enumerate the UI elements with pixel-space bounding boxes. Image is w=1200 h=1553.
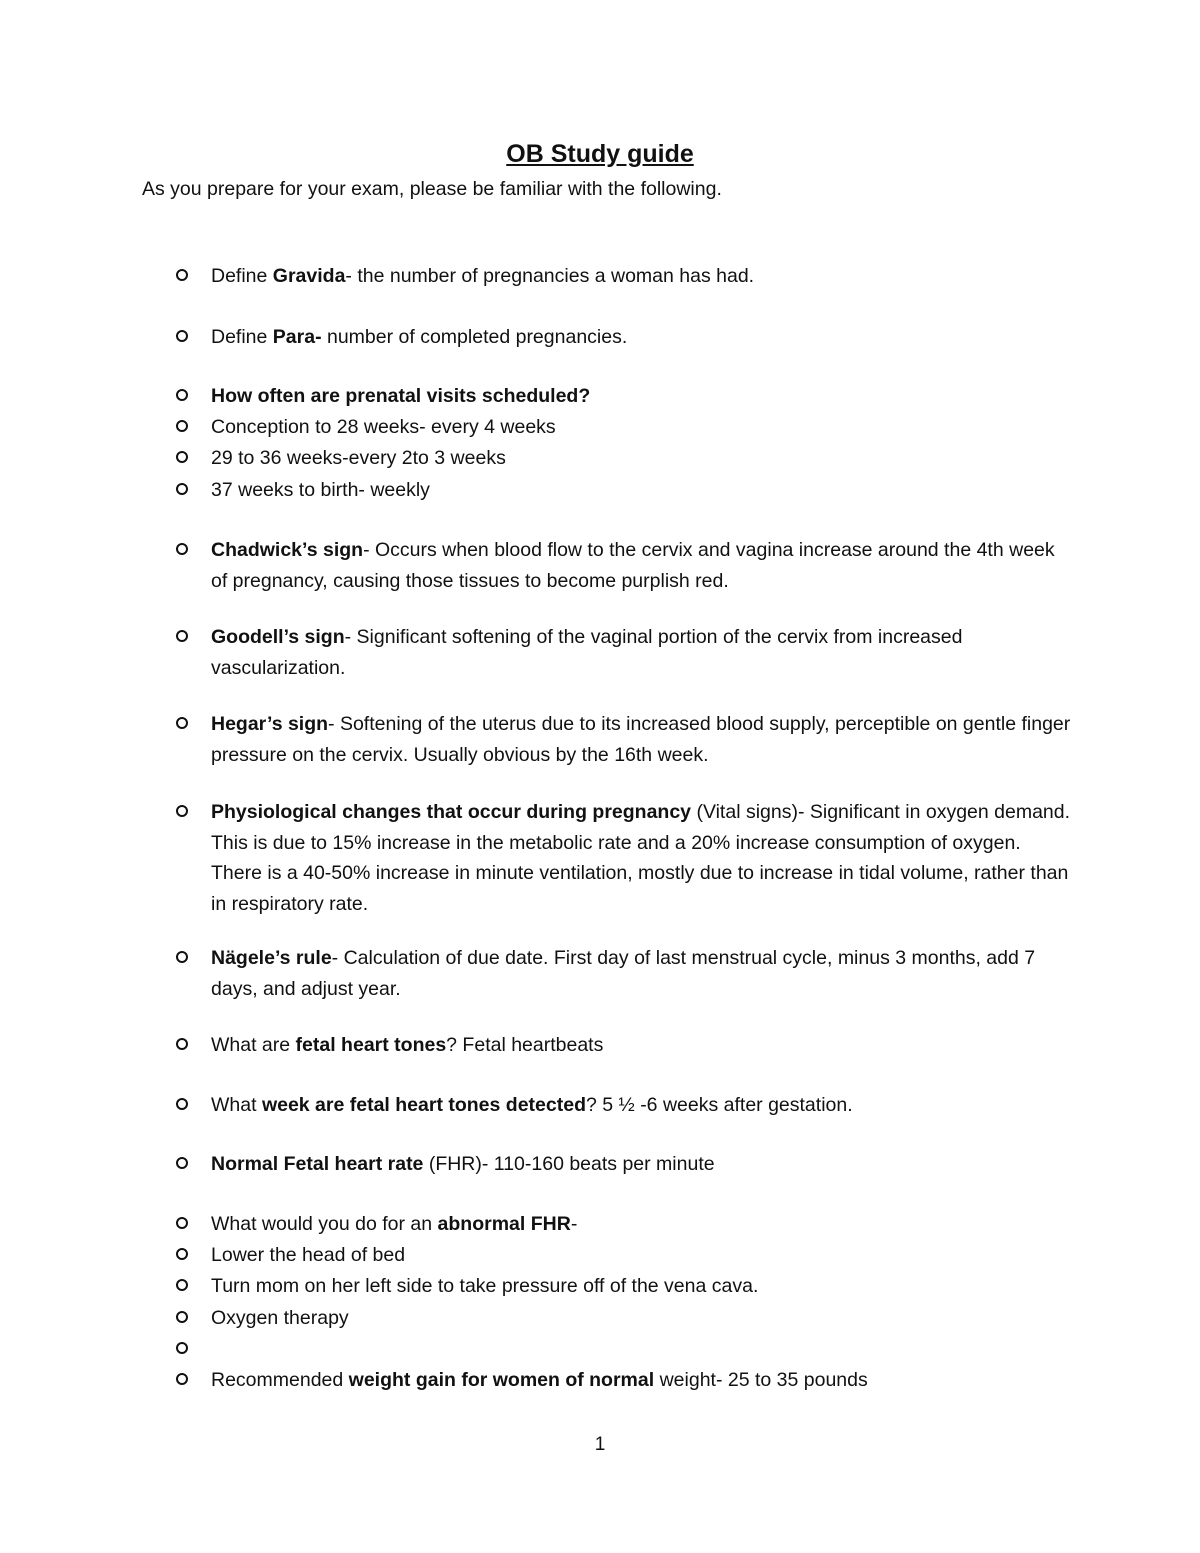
- circle-bullet-icon: [176, 389, 188, 401]
- circle-bullet-icon: [176, 543, 188, 555]
- list-item-text: [211, 943, 1071, 1004]
- circle-bullet-icon: [176, 1157, 188, 1169]
- list-item-text: [211, 381, 1071, 412]
- circle-bullet-icon: [176, 1248, 188, 1260]
- circle-bullet-icon: [176, 1342, 188, 1354]
- list-item-text: [211, 1303, 1071, 1334]
- list-item-text: [211, 1271, 1071, 1302]
- text-run: ? 5 ½ -6 weeks after gestation.: [585, 1094, 853, 1116]
- circle-bullet-icon: [176, 1038, 188, 1050]
- circle-bullet-icon: [176, 1279, 188, 1291]
- circle-bullet-icon: [176, 951, 188, 963]
- text-run: Define: [211, 326, 273, 348]
- bold-term: Hegar’s sign: [211, 713, 329, 735]
- list-item-text: [211, 709, 1071, 770]
- text-run: Turn mom on her left side to take pressure off of the vena cava.: [211, 1275, 759, 1297]
- circle-bullet-icon: [176, 420, 188, 432]
- circle-bullet-icon: [176, 717, 188, 729]
- text-run: - Occurs when blood flow to the cervix and vagina increase around the 4th week of pregnancy, causing those tissues to become purplish red.: [211, 539, 1055, 592]
- list-item-text: [211, 261, 1071, 292]
- document-title: OB Study guide: [506, 140, 694, 168]
- text-run: Recommended: [211, 1369, 349, 1391]
- text-run: (FHR)- 110-160 beats per minute: [423, 1153, 715, 1175]
- text-run: - Calculation of due date. First day of last menstrual cycle, minus 3 months, add 7 days, and adjust year.: [211, 947, 1036, 1000]
- text-run: What: [211, 1094, 262, 1116]
- list-item-text: [211, 535, 1071, 596]
- list-item-text: [211, 1149, 1071, 1180]
- bold-term: Gravida: [272, 265, 346, 287]
- bold-term: abnormal FHR: [437, 1213, 571, 1235]
- list-item-text: [211, 1090, 1071, 1121]
- list-item-text: [211, 322, 1071, 353]
- text-run: -: [570, 1213, 578, 1235]
- bold-term: Goodell’s sign: [211, 626, 345, 648]
- circle-bullet-icon: [176, 805, 188, 817]
- text-run: Define: [211, 265, 273, 287]
- bold-term: fetal heart tones: [295, 1034, 447, 1056]
- bold-term: weight gain for women of normal: [348, 1369, 655, 1391]
- circle-bullet-icon: [176, 451, 188, 463]
- bold-term: Chadwick’s sign: [211, 539, 364, 561]
- text-run: What would you do for an: [211, 1213, 438, 1235]
- text-run: ? Fetal heartbeats: [446, 1034, 604, 1056]
- circle-bullet-icon: [176, 1373, 188, 1385]
- page-number: 1: [594, 1434, 606, 1455]
- list-item-text: [211, 797, 1071, 919]
- bold-term: week are fetal heart tones detected: [261, 1094, 586, 1116]
- list-item-text: [211, 622, 1071, 683]
- text-run: 29 to 36 weeks-every 2to 3 weeks: [211, 447, 506, 469]
- text-run: Conception to 28 weeks- every 4 weeks: [211, 416, 556, 438]
- bold-term: Nägele’s rule: [211, 947, 332, 969]
- text-run: Lower the head of bed: [211, 1244, 406, 1266]
- list-item-text: [211, 1240, 1071, 1271]
- circle-bullet-icon: [176, 630, 188, 642]
- text-run: Oxygen therapy: [211, 1307, 349, 1329]
- bold-term: How often are prenatal visits scheduled?: [211, 385, 591, 407]
- bold-term: Para-: [272, 326, 322, 348]
- text-run: weight- 25 to 35 pounds: [654, 1369, 868, 1391]
- list-item-text: [211, 1209, 1071, 1240]
- text-run: - Softening of the uterus due to its increased blood supply, perceptible on gentle finger pressure on the cervix. Usually obvious by the 16th week.: [211, 713, 1071, 766]
- circle-bullet-icon: [176, 483, 188, 495]
- list-item-text: [211, 443, 1071, 474]
- list-item-text: [211, 1365, 1071, 1396]
- text-run: - the number of pregnancies a woman has had.: [345, 265, 755, 287]
- bold-term: Normal Fetal heart rate: [211, 1153, 424, 1175]
- text-run: 37 weeks to birth- weekly: [211, 479, 430, 501]
- list-item-text: [211, 475, 1071, 506]
- circle-bullet-icon: [176, 269, 188, 281]
- circle-bullet-icon: [176, 1217, 188, 1229]
- circle-bullet-icon: [176, 330, 188, 342]
- text-run: number of completed pregnancies.: [321, 326, 628, 348]
- intro-text: As you prepare for your exam, please be familiar with the following.: [142, 178, 722, 200]
- text-run: - Significant softening of the vaginal portion of the cervix from increased vascularization.: [211, 626, 963, 679]
- text-run: (Vital signs)- Significant in oxygen demand. This is due to 15% increase in the metabolic rate and a 20% increase consumption of oxygen. There is a 40-50% increase in minute ventilation, mostly due to increase in tidal volume, rather than in respiratory rate.: [211, 801, 1071, 915]
- circle-bullet-icon: [176, 1098, 188, 1110]
- text-run: What are: [211, 1034, 296, 1056]
- bold-term: Physiological changes that occur during pregnancy: [211, 801, 692, 823]
- circle-bullet-icon: [176, 1311, 188, 1323]
- list-item-text: [211, 1030, 1071, 1061]
- list-item-text: [211, 412, 1071, 443]
